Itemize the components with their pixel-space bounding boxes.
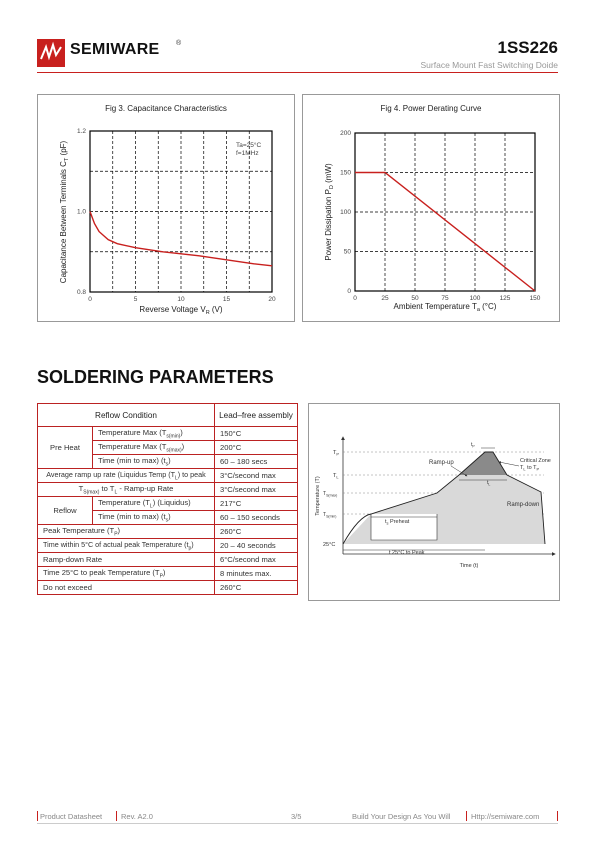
fig3-ylabel: Capacitance Between Terminals $C_T$ (pF) (59, 140, 70, 284)
table-row (38, 539, 298, 553)
row-value: 217°C (215, 497, 298, 511)
fig3-x-tick-label: 0 (88, 296, 92, 303)
preheat-region (371, 514, 437, 540)
row-label: Peak Temperature $(T_P)$ (38, 525, 215, 539)
fig4-y-tick-label: 100 (340, 209, 351, 216)
fig3-y-tick-label: 0.8 (76, 289, 86, 296)
label-tp: $T_P$ (333, 450, 340, 457)
footer-bar-right (466, 811, 467, 821)
fig4-x-tick-label: 50 (411, 295, 419, 302)
row-value: 200°C (215, 441, 298, 455)
fig4-xlabel: Ambient Temperature $T_a$ (°C) (393, 302, 497, 313)
fig4-y-tick-label: 50 (343, 248, 351, 256)
table-row (38, 581, 298, 595)
row-value: 3°C/second max (215, 483, 298, 497)
row-value: 150°C (215, 427, 298, 441)
fig3-y-tick-label: 1.2 (76, 128, 86, 135)
footer-rev: Rev. A2.0 (121, 812, 153, 821)
fig3-x-tick-label: 20 (268, 296, 276, 303)
fig3-x-tick-label: 10 (177, 296, 185, 303)
footer-doc-type: Product Datasheet (40, 812, 103, 821)
table-row (38, 525, 298, 539)
fig4-x-tick-label: 25 (381, 295, 389, 302)
fig4-ylabel: Power Dissipation $P_D$ (mW) (324, 163, 335, 261)
fig4-x-tick-label: 0 (353, 295, 357, 302)
label-25c: 25°C (323, 542, 336, 548)
row-label: Temperature $(T_L)$ (Liquidus) (93, 497, 215, 511)
fig4-y-tick-label: 150 (340, 169, 351, 177)
footer-bar-mid (116, 811, 117, 821)
fig3-title: Fig 3. Capacitance Characteristics (105, 104, 227, 113)
brand-logo-icon (37, 39, 65, 67)
footer-slogan: Build Your Design As You Will (352, 812, 451, 821)
fig3-annot-2: f=1MHz (236, 150, 259, 157)
brand-name: SEMIWARE (70, 41, 160, 58)
row-value: 260°C (215, 581, 298, 595)
header-divider (37, 72, 558, 73)
row-label: Ramp-down Rate (38, 553, 215, 567)
table-row (38, 483, 298, 497)
row-label: Time 25°C to peak Temperature $(T_P)$ (38, 567, 215, 581)
fig4-y-tick-label: 0 (347, 288, 351, 295)
fig3-y-tick-label: 1.0 (76, 208, 86, 216)
fig4-title: Fig 4. Power Derating Curve (380, 104, 482, 113)
fig4-x-tick-label: 150 (529, 295, 541, 302)
row-label: Average ramp up rate (Liquidus Temp $(T_L)$ to peak (38, 469, 215, 483)
row-value: 20 – 40 seconds (215, 539, 298, 553)
row-value: 3°C/second max (215, 469, 298, 483)
label-tp-top: $t_P$ (471, 442, 475, 449)
table-row (38, 497, 298, 511)
footer-bar-end (557, 811, 558, 821)
table-header-row (38, 404, 298, 427)
soldering-table (37, 403, 298, 595)
row-label: $T_{S(max)}$ to $T_L$ - Ramp-up Rate (38, 483, 215, 497)
col-reflow-condition: Reflow Condition (38, 404, 215, 427)
row-value: 60 – 150 seconds (215, 511, 298, 525)
registered-mark: ® (176, 40, 182, 47)
profile-xlabel: Time (t) (459, 563, 479, 569)
row-label: Temperature Max $(T_{s(min)})$ (93, 427, 215, 441)
label-preheat: $t_s$ Preheat (385, 519, 410, 526)
reflow-profile-box (308, 403, 560, 601)
fig3-annot-1: Ta=25°C (236, 142, 262, 149)
fig3-x-tick-label: 15 (222, 296, 231, 303)
fig3-chart (38, 95, 294, 321)
profile-ylabel: Temperature (T) (315, 476, 321, 516)
row-value: 60 – 180 secs (215, 455, 298, 469)
part-subtitle: Surface Mount Fast Switching Doide (420, 60, 558, 70)
label-tl: $T_L$ (333, 473, 339, 480)
fig4-x-tick-label: 75 (441, 295, 449, 302)
label-critical-zone: Critical Zone (520, 458, 551, 464)
row-label: Time within 5°C of actual peak Temperature $(t_p)$ (38, 539, 215, 553)
fig4-x-tick-label: 100 (469, 295, 481, 302)
label-ramp-down: Ramp-down (507, 502, 540, 508)
row-label: Time (min to max) $(t_s)$ (93, 511, 215, 525)
row-value: 8 minutes max. (215, 567, 298, 581)
fig4-x-tick-label: 125 (499, 295, 511, 302)
fig4-chart (303, 95, 559, 321)
footer-divider (37, 823, 558, 824)
section-title: SOLDERING PARAMETERS (37, 367, 274, 387)
label-tsmin: $T_{S(min)}$ (323, 512, 337, 519)
row-value: 6°C/second max (215, 553, 298, 567)
row-label: Temperature Max $(T_{s(max)})$ (93, 441, 215, 455)
label-tl-mark: $t_L$ (487, 480, 491, 487)
reflow-label: Reflow (38, 497, 93, 525)
row-label: Do not exceed (38, 581, 215, 595)
table-row (38, 553, 298, 567)
reflow-profile-diagram (309, 404, 559, 600)
preheat-label: Pre Heat (38, 427, 93, 469)
part-number: 1SS226 (497, 38, 558, 57)
label-tsmax: $T_{S(max)}$ (323, 491, 338, 498)
table-row (38, 567, 298, 581)
footer-url[interactable]: Http://semiware.com (471, 812, 540, 821)
fig3-xlabel: Reverse Voltage $V_R$ (V) (139, 305, 223, 316)
fig3-x-tick-label: 5 (133, 296, 138, 303)
fig4-y-tick-label: 200 (340, 130, 351, 137)
fig4-box (302, 94, 560, 322)
col-lead-free: Lead–free assembly (215, 404, 298, 427)
table-row (38, 427, 298, 441)
table-row (38, 469, 298, 483)
label-critical-range: $T_L$ to $T_P$ (520, 465, 540, 472)
fig3-box (37, 94, 295, 322)
label-ramp-up: Ramp-up (429, 460, 454, 466)
row-label: Time (min to max) $(t_s)$ (93, 455, 215, 469)
label-t25-to-peak: t 25°C to Peak (389, 550, 425, 556)
footer-bar-left (37, 811, 38, 821)
footer-page: 3/5 (291, 812, 302, 821)
row-value: 260°C (215, 525, 298, 539)
